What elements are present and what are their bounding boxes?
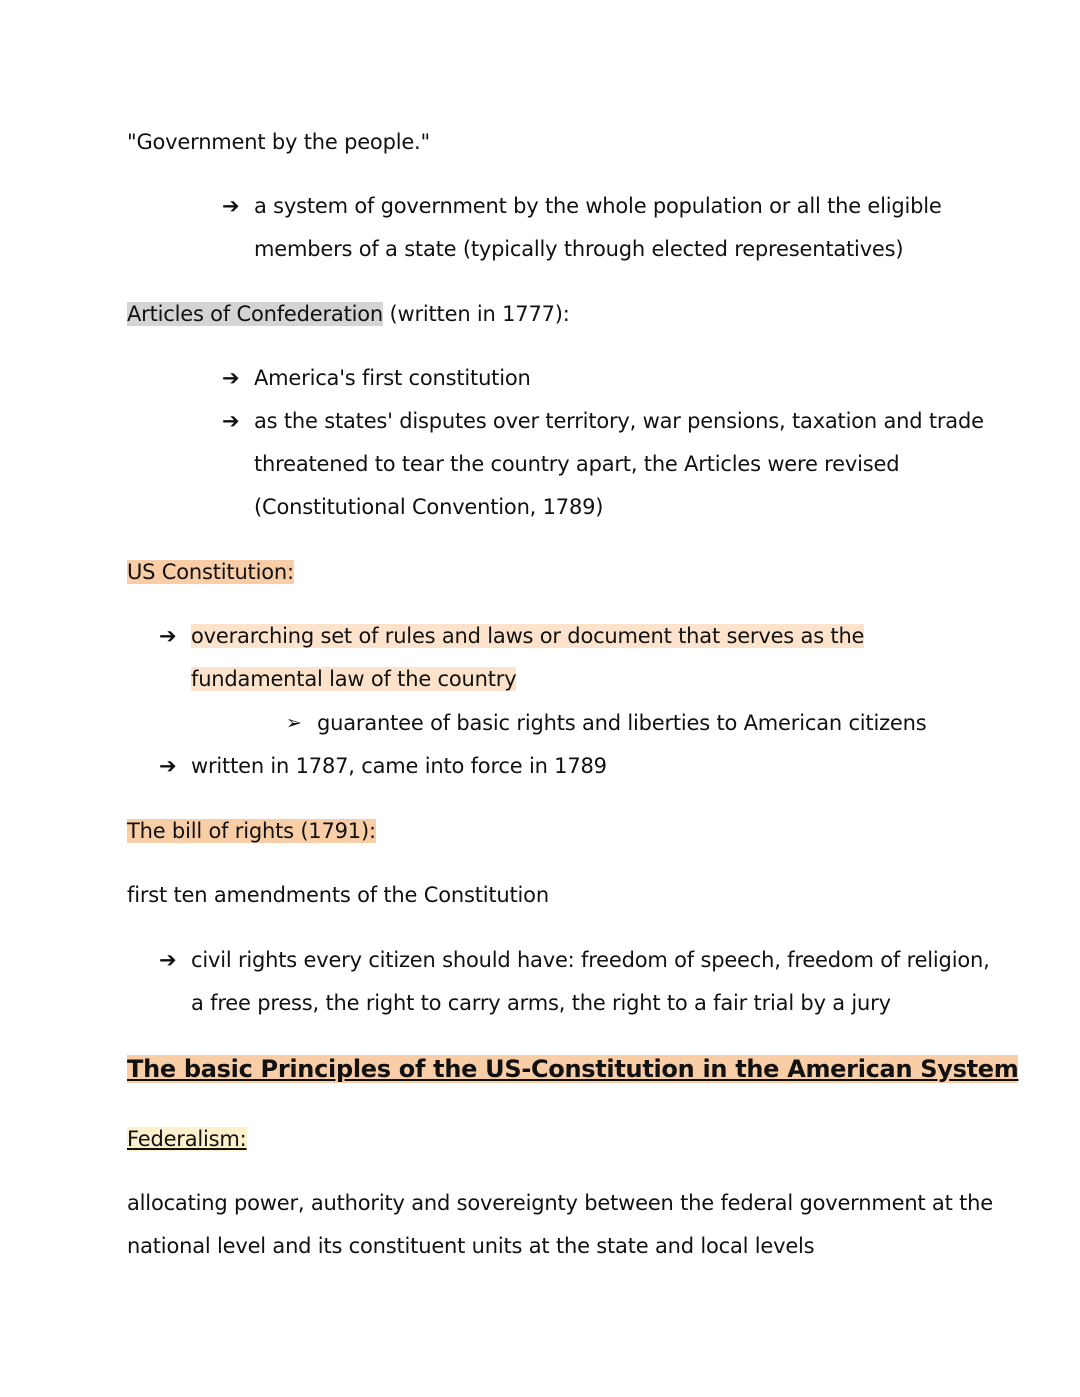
constitution-bullet-highlight: fundamental law of the country <box>191 667 517 691</box>
constitution-bullet-highlight: overarching set of rules and laws or document that serves as the <box>191 624 865 648</box>
intro-bullet-text-continued: members of a state (typically through elected representatives) <box>254 237 904 261</box>
federalism-label: Federalism: <box>127 1127 247 1151</box>
principles-heading-text: The basic Principles of the US-Constitution in the American System <box>127 1055 1019 1083</box>
arrow-bullet-icon: ➔ <box>159 624 177 648</box>
constitution-heading <box>127 557 294 587</box>
principles-heading <box>127 1052 1018 1086</box>
bill-bullet-text: civil rights every citizen should have: freedom of speech, freedom of religion, <box>191 948 990 972</box>
constitution-sub-bullet-text: guarantee of basic rights and liberties to American citizens <box>317 711 927 735</box>
articles-bullet-text-continued: (Constitutional Convention, 1789) <box>254 495 604 519</box>
arrow-bullet-icon: ➔ <box>159 948 177 972</box>
constitution-bullet-text: written in 1787, came into force in 1789 <box>191 754 607 778</box>
bill-bullet-text-continued: a free press, the right to carry arms, the right to a fair trial by a jury <box>191 991 891 1015</box>
constitution-label: US Constitution: <box>127 560 294 584</box>
articles-bullet-text-continued: threatened to tear the country apart, the Articles were revised <box>254 452 900 476</box>
arrow-bullet-icon: ➔ <box>159 754 177 778</box>
articles-label: Articles of Confederation <box>127 302 384 326</box>
federalism-text: allocating power, authority and sovereignty between the federal government at the <box>127 1191 993 1215</box>
federalism-heading <box>127 1124 247 1154</box>
intro-bullet-text: a system of government by the whole population or all the eligible <box>254 194 942 218</box>
articles-heading <box>127 299 570 329</box>
federalism-text-continued: national level and its constituent units at the state and local levels <box>127 1234 815 1258</box>
arrow-bullet-icon: ➔ <box>222 409 240 433</box>
bill-text: first ten amendments of the Constitution <box>127 883 549 907</box>
constitution-bullet-text-continued <box>191 664 516 694</box>
bill-heading <box>127 816 376 846</box>
articles-bullet-text: as the states' disputes over territory, war pensions, taxation and trade <box>254 409 984 433</box>
arrow-bullet-icon: ➔ <box>222 194 240 218</box>
constitution-bullet-text <box>191 621 864 651</box>
bill-label: The bill of rights (1791): <box>127 819 376 843</box>
sub-arrow-bullet-icon: ➢ <box>286 712 302 734</box>
intro-quote: "Government by the people." <box>127 130 430 154</box>
articles-bullet-text: America's first constitution <box>254 366 531 390</box>
articles-suffix: (written in 1777): <box>383 302 570 326</box>
arrow-bullet-icon: ➔ <box>222 366 240 390</box>
